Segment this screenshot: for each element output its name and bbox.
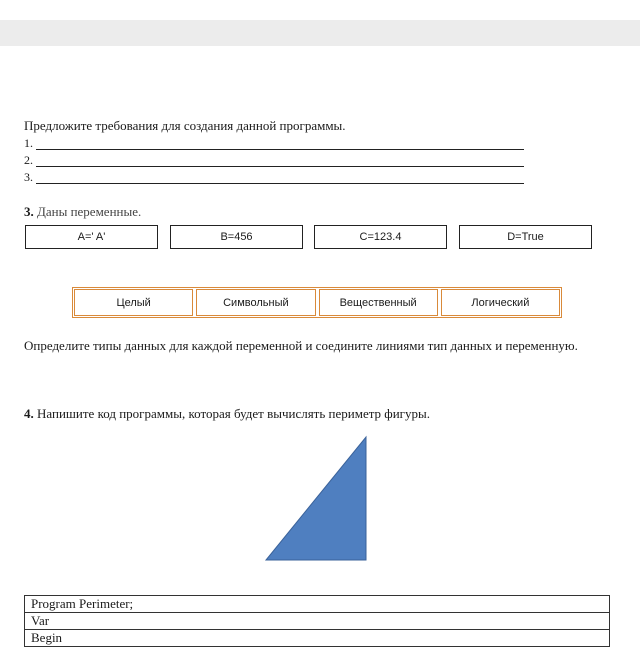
code-row xyxy=(25,613,610,630)
requirements-title: Предложите требования для создания данной программы. xyxy=(24,118,346,133)
type-box-char: Символьный xyxy=(196,289,315,316)
task4-heading xyxy=(24,406,430,422)
variable-box-c: C=123.4 xyxy=(314,225,447,249)
type-box-real: Вещественный xyxy=(319,289,438,316)
task3-instruction: Определите типы данных для каждой переменной и соедините линиями тип данных и переменную. xyxy=(24,338,578,353)
variable-box-b: B=456 xyxy=(170,225,303,249)
right-triangle-shape xyxy=(266,437,366,560)
answer-line-number: 2. xyxy=(24,153,33,167)
type-box-integer: Целый xyxy=(74,289,193,316)
answer-line-3 xyxy=(24,170,524,186)
variable-box-a: A=' A' xyxy=(25,225,158,249)
code-line-begin: Begin xyxy=(25,630,610,647)
answer-line-2 xyxy=(24,153,524,169)
variable-box-d: D=True xyxy=(459,225,592,249)
code-row xyxy=(25,596,610,613)
triangle-figure xyxy=(262,434,372,564)
code-row xyxy=(25,630,610,647)
task3-title: Даны переменные. xyxy=(33,204,142,219)
code-line-var: Var xyxy=(25,613,610,630)
task3-heading xyxy=(24,204,141,220)
code-line-program: Program Perimeter; xyxy=(25,596,610,613)
answer-line-number: 3. xyxy=(24,170,33,184)
task4-number: 4. xyxy=(24,406,34,421)
task4-title: Напишите код программы, которая будет вычислять периметр фигуры. xyxy=(33,406,431,421)
answer-underline xyxy=(36,149,524,150)
answer-line-1 xyxy=(24,136,524,152)
data-types-row xyxy=(72,287,562,318)
task3-number: 3. xyxy=(24,204,34,219)
top-toolbar-strip xyxy=(0,0,640,50)
type-box-boolean: Логический xyxy=(441,289,560,316)
answer-underline xyxy=(36,183,524,184)
code-table xyxy=(24,595,610,647)
answer-underline xyxy=(36,166,524,167)
answer-line-number: 1. xyxy=(24,136,33,150)
